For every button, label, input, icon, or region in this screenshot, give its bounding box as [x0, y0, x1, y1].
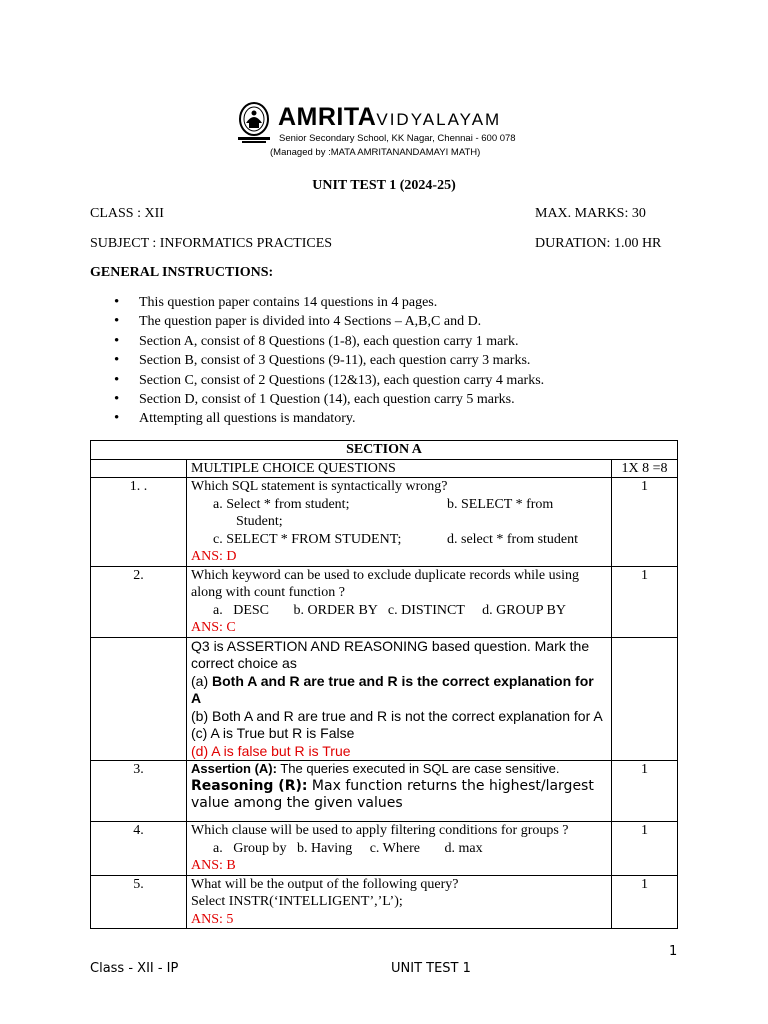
question-number: 3. [91, 761, 187, 822]
answer: ANS: D [191, 549, 237, 564]
empty-cell [611, 637, 677, 761]
empty-cell [91, 637, 187, 761]
option-d: d. select * from student [447, 531, 579, 547]
answer: ANS: 5 [191, 911, 234, 927]
school-name-rest: VIDYALAYAM [376, 110, 502, 129]
question-text: Which keyword can be used to exclude duplicate records while using along with count function ? [191, 567, 579, 600]
section-a-title: SECTION A [91, 441, 678, 460]
answer: ANS: B [191, 858, 236, 873]
mcq-header-row [91, 459, 678, 478]
question-row-5 [91, 875, 678, 929]
section-header-row [91, 441, 678, 460]
footer-class: Class - XII - IP [90, 961, 179, 976]
instructions-heading: GENERAL INSTRUCTIONS: [90, 265, 274, 280]
question-body [187, 761, 612, 822]
school-logo [236, 101, 546, 163]
assertion-text: The queries executed in SQL are case sensitive. [276, 761, 560, 776]
question-text: Which SQL statement is syntactically wrong? [191, 479, 448, 494]
assertion-reason-instructions-row [91, 637, 678, 761]
question-marks: 1 [611, 761, 677, 822]
ar-option-a-prefix: (a) [191, 672, 212, 689]
question-number: 5. [91, 875, 187, 929]
instruction-item: • Section D, consist of 1 Question (14), each question carry 5 marks. [90, 390, 610, 409]
instruction-item: • The question paper is divided into 4 Sections – A,B,C and D. [90, 312, 610, 331]
question-marks: 1 [611, 875, 677, 929]
question-text: What will be the output of the following query? [191, 876, 459, 892]
max-marks-label: MAX. MARKS: 30 [535, 206, 646, 221]
question-marks: 1 [611, 478, 677, 567]
duration-label: DURATION: 1.00 HR [535, 236, 662, 251]
question-row-3 [91, 761, 678, 822]
option-c: c. SELECT * FROM STUDENT; [213, 531, 402, 547]
query-text: Select INSTR(‘INTELLIGENT’,’L’); [191, 894, 403, 909]
question-text: Which clause will be used to apply filtering conditions for groups ? [191, 823, 569, 838]
ar-option-d: (d) A is false but R is True [191, 742, 351, 759]
reasoning [191, 778, 607, 812]
question-marks: 1 [611, 822, 677, 876]
options-line: a. DESC b. ORDER BY c. DISTINCT d. GROUP BY [213, 602, 566, 618]
reasoning-text: Max function returns the highest/largest value among the given values [191, 777, 594, 811]
assertion-label: Assertion (A): [191, 761, 277, 776]
assertion [191, 761, 607, 778]
instruction-item: • Attempting all questions is mandatory. [90, 409, 610, 428]
subject-label: SUBJECT : INFORMATICS PRACTICES [90, 236, 333, 251]
instructions-list [90, 293, 610, 429]
question-number: 1. . [91, 478, 187, 567]
exam-title: UNIT TEST 1 (2024-25) [312, 178, 456, 193]
ar-intro: Q3 is ASSERTION AND REASONING based question. Mark the correct choice as [191, 637, 590, 671]
question-body [187, 566, 612, 637]
question-row-4 [91, 822, 678, 876]
footer-test-name: UNIT TEST 1 [391, 961, 471, 976]
class-label: CLASS : XII [90, 206, 164, 221]
options-line: a. Group by b. Having c. Where d. max [213, 840, 483, 856]
assertion-reason-instructions [187, 637, 612, 761]
instruction-item: • Section A, consist of 8 Questions (1-8), each question carry 1 mark. [90, 332, 610, 351]
question-body [187, 822, 612, 876]
instruction-item: • Section C, consist of 2 Questions (12&13), each question carry 4 marks. [90, 371, 610, 390]
option-a-continued: Student; [236, 514, 283, 529]
ar-option-a-text: Both A and R are true and R is the correct explanation for A [191, 672, 594, 706]
question-marks: 1 [611, 566, 677, 637]
question-body [187, 478, 612, 567]
option-b: b. SELECT * from [447, 496, 554, 512]
reasoning-label: Reasoning (R): [191, 777, 308, 794]
mcq-marks: 1X 8 =8 [611, 459, 677, 478]
question-number: 2. [91, 566, 187, 637]
school-name-bold: AMRITA [278, 103, 377, 131]
ar-option-a [191, 673, 607, 708]
instruction-item: • Section B, consist of 3 Questions (9-11), each question carry 3 marks. [90, 351, 610, 370]
question-row-2 [91, 566, 678, 637]
answer: ANS: C [191, 620, 236, 635]
question-body [187, 875, 612, 929]
school-emblem-icon [236, 101, 272, 145]
question-row-1 [91, 478, 678, 567]
options-line [191, 496, 607, 514]
school-name [278, 103, 501, 132]
school-address: Senior Secondary School, KK Nagar, Chennai - 600 078 [279, 133, 516, 144]
empty-cell [91, 459, 187, 478]
page-number: 1 [669, 944, 678, 959]
instruction-item: • This question paper contains 14 questions in 4 pages. [90, 293, 610, 312]
mcq-label: MULTIPLE CHOICE QUESTIONS [187, 459, 612, 478]
ar-option-b: (b) Both A and R are true and R is not the correct explanation for A [191, 707, 603, 724]
option-a: a. Select * from student; [213, 496, 350, 512]
section-a-table [90, 440, 678, 929]
options-line [191, 531, 607, 549]
ar-option-c: (c) A is True but R is False [191, 725, 355, 741]
school-managed-by: (Managed by :MATA AMRITANANDAMAYI MATH) [270, 147, 481, 158]
question-number: 4. [91, 822, 187, 876]
